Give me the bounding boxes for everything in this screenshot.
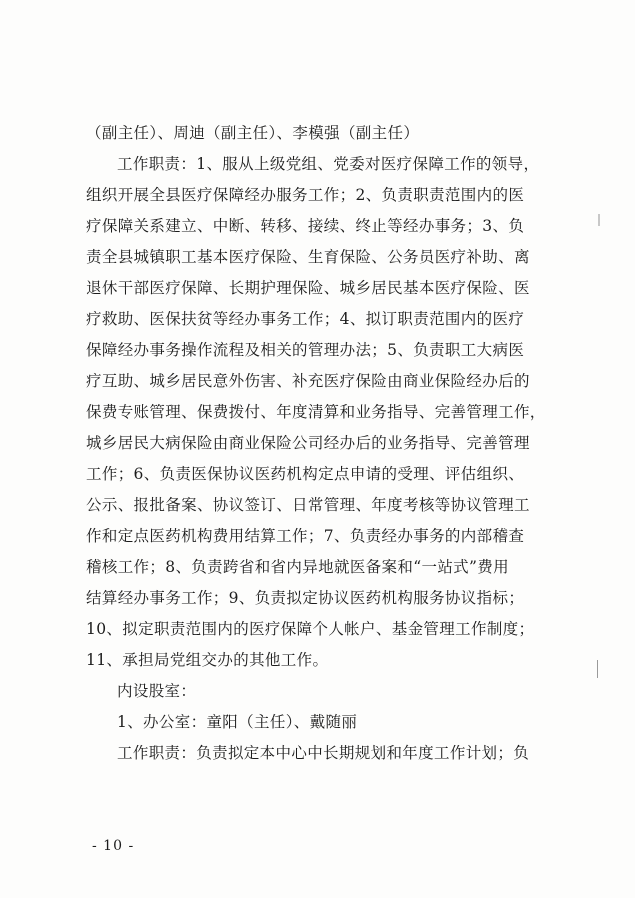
text-line: 10、拟定职责范围内的医疗保障个人帐户、基金管理工作制度； bbox=[86, 620, 535, 638]
text-line: 疗救助、医保扶贫等经办事务工作；4、拟订职责范围内的医疗 bbox=[86, 310, 525, 328]
text-line: 工作；6、负责医保协议医药机构定点申请的受理、评估组织、 bbox=[86, 465, 525, 483]
text-line: 责全县城镇职工基本医疗保险、生育保险、公务员医疗补助、离 bbox=[86, 248, 530, 266]
text-line: 疗保障关系建立、中断、转移、接续、终止等经办事务；3、负 bbox=[86, 217, 525, 235]
scan-artifact bbox=[597, 660, 598, 678]
scan-artifact bbox=[598, 214, 600, 226]
text-line: （副主任）、周迪（副主任）、李模强（副主任） bbox=[86, 124, 420, 142]
text-line: 保障经办事务操作流程及相关的管理办法；5、负责职工大病医 bbox=[86, 341, 525, 359]
text-line: 退休干部医疗保障、长期护理保险、城乡居民基本医疗保险、医 bbox=[86, 279, 530, 297]
text-line: 11、承担局党组交办的其他工作。 bbox=[86, 651, 329, 669]
subsection-heading: 1、办公室：童阳（主任）、戴随丽 bbox=[117, 713, 358, 731]
page-number: - 10 - bbox=[92, 838, 135, 854]
text-line: 公示、报批备案、协议签订、日常管理、年度考核等协议管理工 bbox=[86, 496, 530, 514]
text-line: 城乡居民大病保险由商业保险公司经办后的业务指导、完善管理 bbox=[86, 434, 530, 452]
text-line: 稽核工作；8、负责跨省和省内异地就医备案和“一站式”费用 bbox=[86, 558, 510, 576]
paragraph-start-line: 工作职责：1、服从上级党组、党委对医疗保障工作的领导， bbox=[117, 155, 540, 173]
section-heading: 内设股室： bbox=[117, 682, 197, 700]
text-line: 疗互助、城乡居民意外伤害、补充医疗保险由商业保险经办后的 bbox=[86, 372, 530, 390]
document-body bbox=[86, 118, 564, 769]
text-line: 保费专账管理、保费拨付、年度清算和业务指导、完善管理工作， bbox=[86, 403, 546, 421]
text-line: 结算经办事务工作；9、负责拟定协议医药机构服务协议指标； bbox=[86, 589, 525, 607]
text-line: 作和定点医药机构费用结算工作；7、负责经办事务的内部稽查 bbox=[86, 527, 525, 545]
paragraph-start-line: 工作职责：负责拟定本中心中长期规划和年度工作计划；负 bbox=[117, 744, 530, 762]
text-line: 组织开展全县医疗保障经办服务工作；2、负责职责范围内的医 bbox=[86, 186, 525, 204]
